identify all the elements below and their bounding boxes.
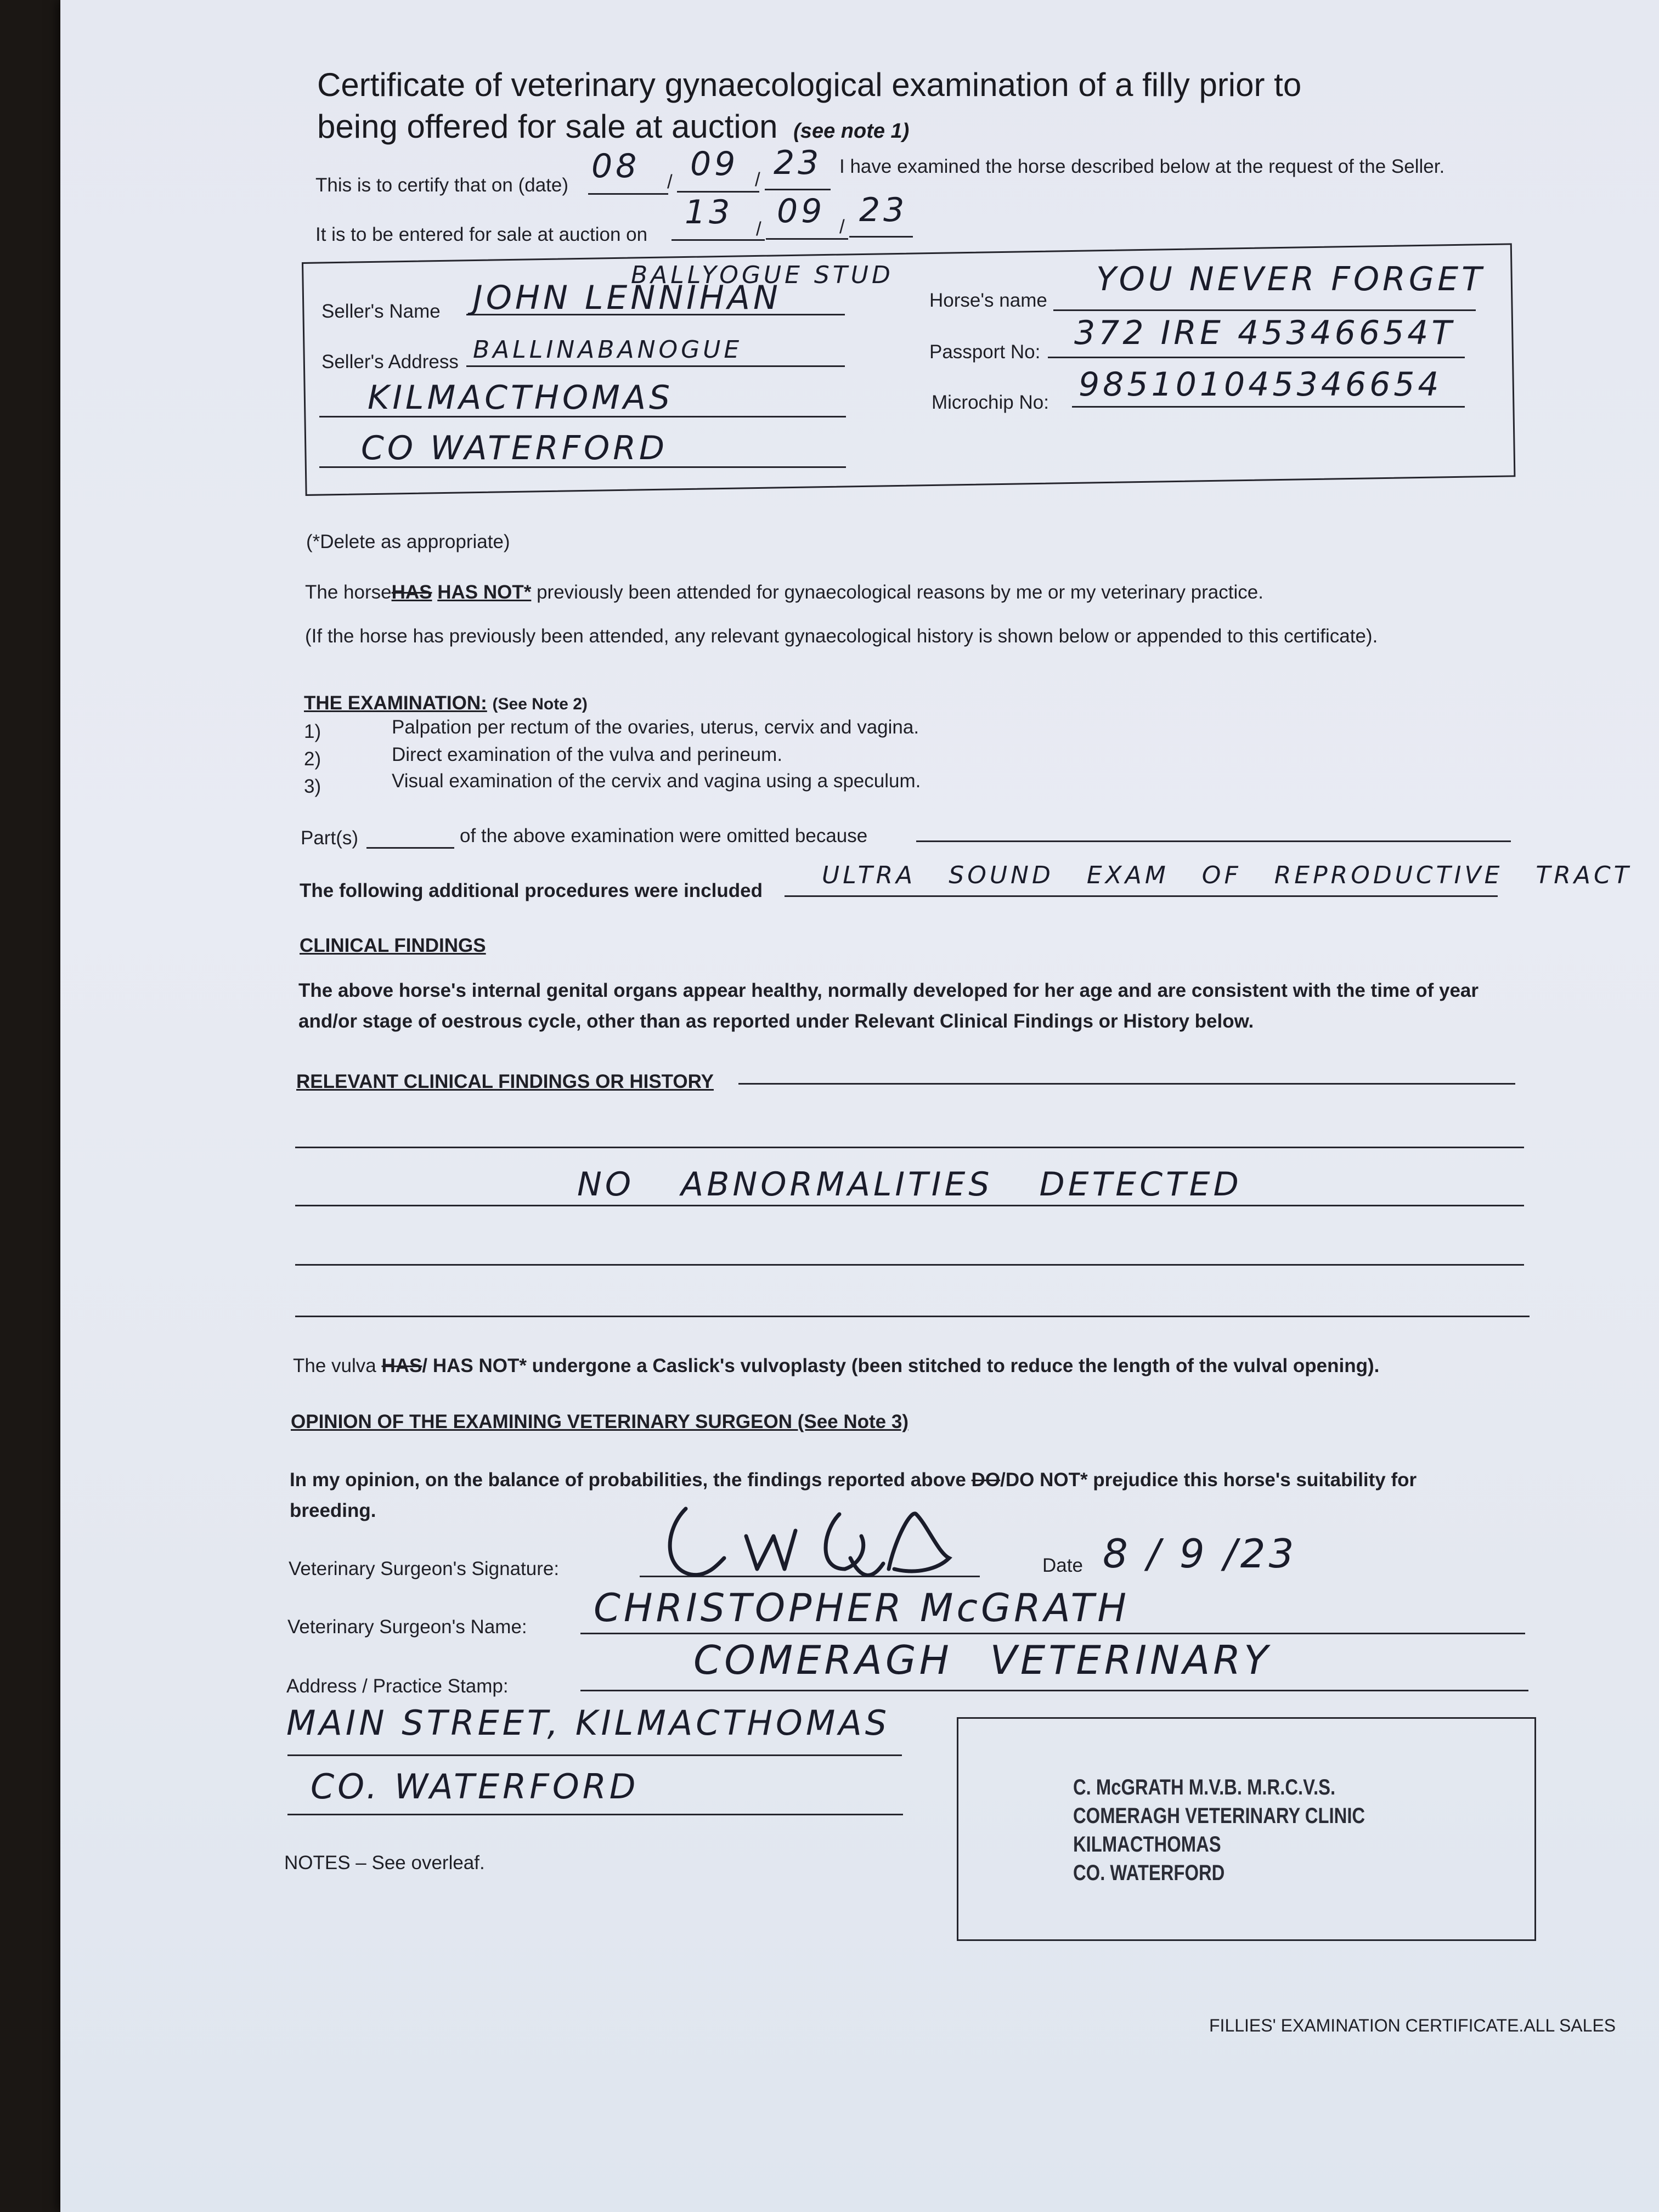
delete-note: (*Delete as appropriate): [306, 531, 510, 552]
auction-month: 09: [777, 192, 826, 230]
microchip-label: Microchip No:: [932, 392, 1049, 413]
examination-heading: THE EXAMINATION:: [304, 692, 487, 714]
certify-year-line: [765, 189, 831, 190]
seller-name-label: Seller's Name: [321, 301, 441, 322]
microchip-value: 985101045346654: [1079, 365, 1442, 404]
vulva-prefix: The vulva: [293, 1355, 376, 1376]
relevant-line-0: [738, 1083, 1515, 1085]
auction-prefix: It is to be entered for sale at auction on: [315, 224, 648, 245]
vet-name-label: Veterinary Surgeon's Name:: [287, 1616, 527, 1638]
history-note: (If the horse has previously been attended, any relevant gynaecological history is shown below or appended to this certificate).: [305, 625, 1378, 647]
exam-item-3-text: Visual examination of the cervix and vagina using a speculum.: [392, 770, 921, 792]
title-note: (see note 1): [793, 120, 910, 143]
attended-struck: HAS: [391, 582, 432, 603]
seller-address-line-1: [466, 365, 845, 367]
vet-address-line-2: [287, 1754, 902, 1756]
vet-address-value-3: CO. WATERFORD: [311, 1767, 639, 1807]
auction-slash-1: /: [756, 218, 761, 240]
auction-month-line: [766, 238, 848, 240]
certify-slash-2: /: [755, 169, 760, 190]
certify-suffix: I have examined the horse described below at the request of the Seller.: [839, 156, 1445, 177]
auction-day: 13: [685, 193, 733, 232]
opinion-prefix: In my opinion, on the balance of probabilities, the findings reported above: [290, 1469, 966, 1491]
clinical-text-line-2: and/or stage of oestrous cycle, other than as reported under Relevant Clinical Findings or History below.: [298, 1011, 1254, 1032]
vet-address-value-2: MAIN STREET, KILMACTHOMAS: [286, 1703, 890, 1743]
relevant-line-3: [295, 1264, 1524, 1266]
signature-mark: [653, 1498, 960, 1585]
exam-item-2-num: 2): [304, 748, 321, 770]
date-value: 8 / 9 /23: [1103, 1531, 1297, 1577]
attended-suffix: previously been attended for gynaecological reasons by me or my veterinary practice.: [537, 582, 1263, 603]
relevant-heading: RELEVANT CLINICAL FINDINGS OR HISTORY: [296, 1071, 714, 1092]
certify-year: 23: [774, 144, 822, 182]
certificate-page: [60, 0, 1659, 2212]
omitted-part-line: [366, 847, 454, 849]
vet-name-value: CHRISTOPHER McGRATH: [594, 1585, 1130, 1630]
opinion-heading: OPINION OF THE EXAMINING VETERINARY SURGEON (See Note 3): [291, 1411, 909, 1432]
seller-name-extra: BALLYOGUE STUD: [631, 261, 894, 289]
vulva-struck: HAS: [381, 1355, 422, 1376]
attended-line: [305, 582, 1263, 603]
clinical-text-line-1: The above horse's internal genital organs appear healthy, normally developed for her age and are consistent with the time of year: [298, 980, 1479, 1001]
exam-item-1-num: 1): [304, 721, 321, 742]
attended-prefix: The horse: [305, 582, 392, 603]
omitted-prefix: Part(s): [301, 827, 358, 849]
stamp-line-2: COMERAGH VETERINARY CLINIC: [1073, 1804, 1365, 1828]
vet-name-line: [580, 1633, 1525, 1634]
date-label: Date: [1042, 1555, 1083, 1576]
opinion-suffix: /DO NOT* prejudice this horse's suitability for: [1000, 1469, 1417, 1491]
footer-text: FILLIES' EXAMINATION CERTIFICATE.ALL SALES: [1209, 2016, 1616, 2035]
vet-address-line: [580, 1690, 1528, 1691]
exam-item-3-num: 3): [304, 776, 321, 797]
microchip-line: [1072, 406, 1465, 408]
relevant-line-2: [295, 1205, 1524, 1206]
relevant-line-1: [295, 1147, 1524, 1148]
signature-label: Veterinary Surgeon's Signature:: [289, 1558, 560, 1579]
omitted-reason-line: [916, 840, 1511, 842]
seller-address-value-3: CO WATERFORD: [361, 429, 668, 467]
exam-item-1-text: Palpation per rectum of the ovaries, uterus, cervix and vagina.: [392, 716, 919, 738]
vulva-line: [293, 1355, 1379, 1377]
horse-name-value: YOU NEVER FORGET: [1096, 260, 1485, 298]
stamp-line-1: C. McGRATH M.V.B. M.R.C.V.S.: [1073, 1775, 1336, 1799]
vet-address-value: COMERAGH VETERINARY: [693, 1637, 1272, 1683]
title-line-1: Certificate of veterinary gynaecological examination of a filly prior to: [317, 66, 1302, 103]
vet-address-line-3: [287, 1814, 903, 1815]
certify-month-line: [677, 191, 759, 193]
seller-address-value-1: BALLINABANOGUE: [473, 336, 743, 364]
certify-month: 09: [690, 145, 739, 183]
title-main: being offered for sale at auction: [317, 108, 778, 145]
attended-choice: HAS NOT*: [437, 582, 532, 603]
passport-label: Passport No:: [929, 341, 1041, 363]
certify-day: 08: [591, 147, 640, 185]
seller-address-label: Seller's Address: [321, 351, 459, 373]
vet-address-label: Address / Practice Stamp:: [286, 1675, 509, 1697]
seller-address-value-2: KILMACTHOMAS: [368, 379, 674, 417]
auction-day-line: [672, 239, 765, 241]
exam-item-2-text: Direct examination of the vulva and perineum.: [392, 744, 783, 765]
relevant-line-4: [295, 1316, 1530, 1317]
additional-label: The following additional procedures were included: [300, 880, 763, 901]
certify-prefix: This is to certify that on (date): [315, 174, 569, 196]
notes-text: NOTES – See overleaf.: [284, 1852, 485, 1874]
examination-note: (See Note 2): [492, 695, 588, 713]
auction-slash-2: /: [839, 216, 845, 238]
stamp-line-4: CO. WATERFORD: [1073, 1861, 1225, 1885]
additional-line: [785, 895, 1498, 897]
examination-heading-line: [304, 692, 588, 714]
vulva-suffix: / HAS NOT* undergone a Caslick's vulvoplasty (been stitched to reduce the length of the vulval opening).: [422, 1355, 1380, 1376]
additional-value: ULTRA SOUND EXAM OF REPRODUCTIVE TRACT: [822, 861, 1632, 889]
omitted-middle: of the above examination were omitted because: [460, 825, 868, 847]
horse-name-line: [1053, 309, 1476, 311]
passport-value: 372 IRE 45346654T: [1074, 314, 1455, 352]
horse-name-label: Horse's name: [929, 290, 1047, 311]
opinion-struck: DO: [971, 1469, 1001, 1491]
opinion-line-2: breeding.: [290, 1500, 376, 1521]
auction-year: 23: [859, 191, 908, 229]
auction-year-line: [849, 236, 913, 238]
opinion-line-1: [290, 1469, 1417, 1491]
certify-day-line: [588, 193, 668, 195]
clinical-heading: CLINICAL FINDINGS: [300, 935, 486, 956]
passport-line: [1048, 357, 1465, 358]
seller-name-value: JOHN LENNIHAN: [473, 279, 781, 317]
stamp-line-3: KILMACTHOMAS: [1073, 1832, 1221, 1857]
title-line-2: [317, 108, 909, 145]
certify-slash-1: /: [667, 171, 673, 193]
relevant-value: NO ABNORMALITIES DETECTED: [577, 1165, 1242, 1204]
